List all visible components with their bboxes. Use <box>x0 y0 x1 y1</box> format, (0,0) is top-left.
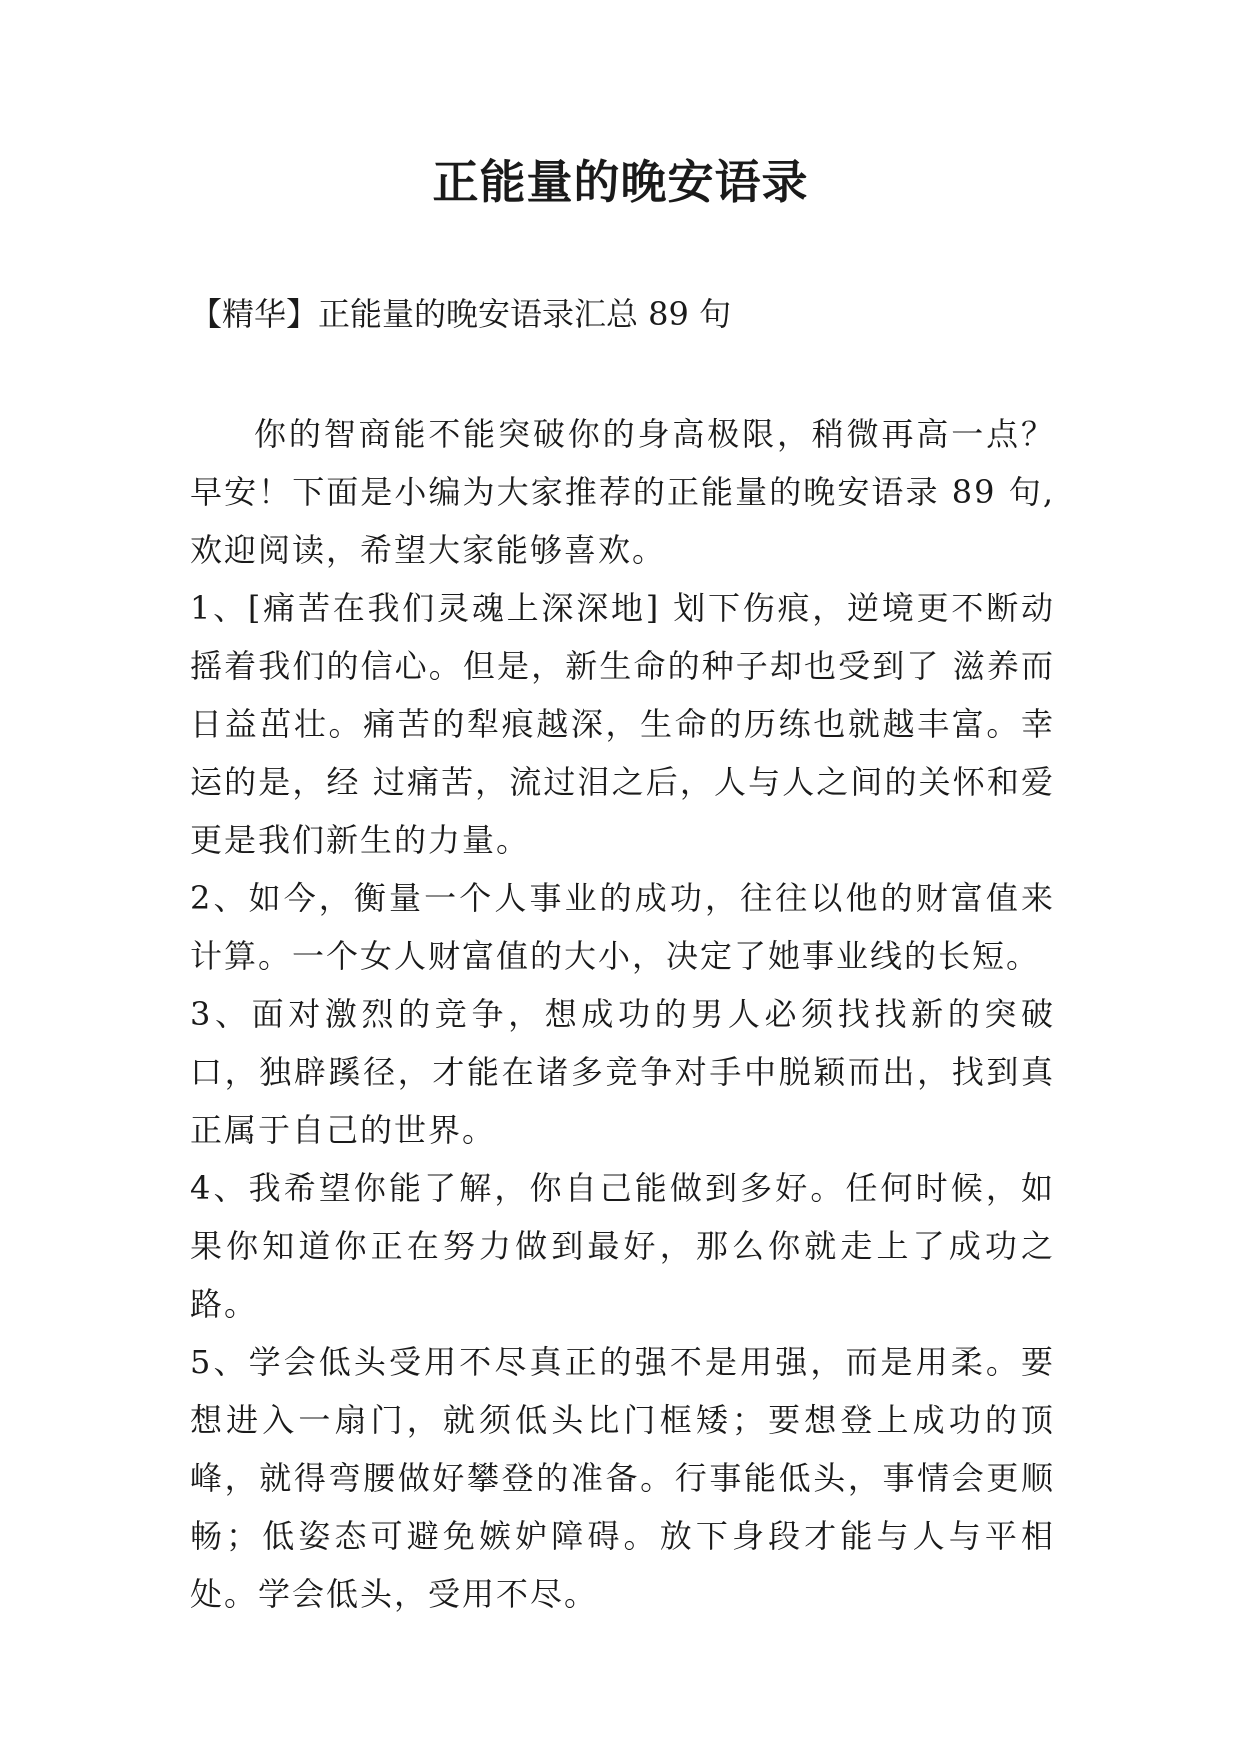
document-body <box>190 405 1055 1623</box>
list-item: 2、如今，衡量一个人事业的成功，往往以他的财富值来计算。一个女人财富值的大小，决定了她事业线的长短。 <box>190 879 1055 975</box>
list-item: 5、学会低头受用不尽真正的强不是用强，而是用柔。要想进入一扇门，就须低头比门框矮；要想登上成功的顶峰，就得弯腰做好攀登的准备。行事能低头，事情会更顺畅；低姿态可避免嫉妒障碍。放下身段才能与人与平相处。学会低头，受用不尽。 <box>190 1343 1055 1613</box>
document-subtitle: 【精华】正能量的晚安语录汇总 89 句 <box>190 295 732 333</box>
list-item: 1、[痛苦在我们灵魂上深深地] 划下伤痕，逆境更不断动摇着我们的信心。但是，新生命的种子却也受到了 滋养而日益茁壮。痛苦的犁痕越深，生命的历练也就越丰富。幸运的是，经 过痛苦，流过泪之后，人与人之间的关怀和爱更是我们新生的力量。 <box>190 589 1055 859</box>
intro-paragraph: 你的智商能不能突破你的身高极限，稍微再高一点？早安！下面是小编为大家推荐的正能量的晚安语录 89 句,欢迎阅读，希望大家能够喜欢。 <box>190 415 1055 569</box>
list-item: 3、面对激烈的竞争，想成功的男人必须找找新的突破口，独辟蹊径，才能在诸多竞争对手中脱颖而出，找到真正属于自己的世界。 <box>190 995 1055 1149</box>
list-item: 4、我希望你能了解，你自己能做到多好。任何时候，如果你知道你正在努力做到最好，那么你就走上了成功之路。 <box>190 1169 1055 1323</box>
document-title: 正能量的晚安语录 <box>432 155 809 209</box>
